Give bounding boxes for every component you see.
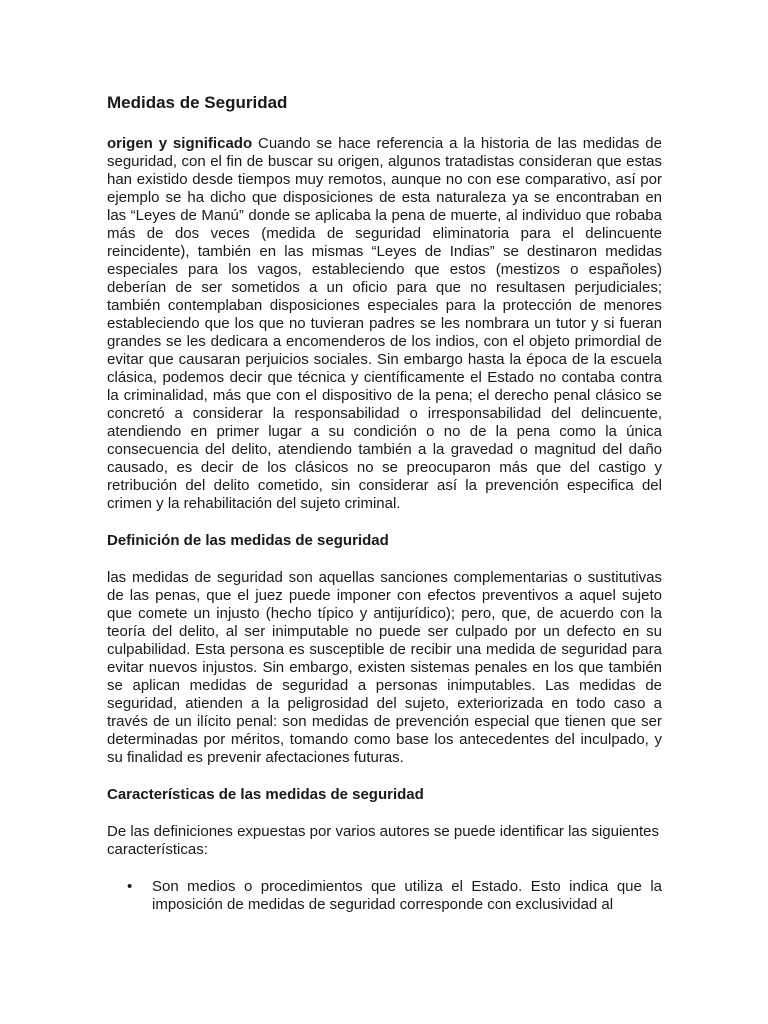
list-item-text: Son medios o procedimientos que utiliza el Estado. Esto indica que la imposición de medidas de seguridad corresponde con exclusividad al — [152, 878, 662, 913]
bullet-icon: • — [127, 878, 133, 895]
characteristics-heading: Características de las medidas de seguridad — [107, 786, 424, 803]
list-item — [107, 878, 662, 914]
characteristics-paragraph: De las definiciones expuestas por varios autores se puede identificar las siguientes características: — [107, 823, 659, 858]
document-title: Medidas de Seguridad — [107, 93, 288, 112]
definition-paragraph: las medidas de seguridad son aquellas sanciones complementarias o sustitutivas de las penas, que el juez puede imponer con efectos preventivos a aquel sujeto que comete un injusto (hecho típico y antijurídico); pero, que, de acuerdo con la teoría del delito, al ser inimputable no puede ser culpado por un defecto en su culpabilidad. Esta persona es susceptible de recibir una medida de seguridad para evitar nuevos injustos. Sin embargo, existen sistemas penales en los que también se aplican medidas de seguridad a personas inimputables. Las medidas de seguridad, atienden a la peligrosidad del sujeto, exteriorizada en todo caso a través de un ilícito penal: son medidas de prevención especial que tienen que ser determinadas por méritos, tomando como base los antecedentes del inculpado, y su finalidad es prevenir afectaciones futuras. — [107, 569, 662, 766]
characteristics-list — [107, 878, 662, 914]
document-page — [107, 93, 662, 914]
intro-lead: origen y significado — [107, 135, 253, 152]
intro-text: Cuando se hace referencia a la historia de las medidas de seguridad, con el fin de buscar su origen, algunos tratadistas consideran que estas han existido desde tiempos muy remotos, aunque no con ese comparativo, así por ejemplo se ha dicho que disposiciones de esta naturaleza ya se encontraban en las “Leyes de Manú” donde se aplicaba la pena de muerte, al individuo que robaba más de dos veces (medida de seguridad eliminatoria para el delincuente reincidente), también en las mismas “Leyes de Indias” se destinaron medidas especiales para los vagos, estableciendo que estos (mestizos o españoles) deberían de ser sometidos a un oficio para que no resultasen perjudiciales; también contemplaban disposiciones especiales para la protección de menores estableciendo que los que no tuvieran padres se les nombrara un tutor y si fueran grandes se les dedicara a encomenderos de los indios, con el objeto primordial de evitar que causaran perjuicios sociales. Sin embargo hasta la época de la escuela clásica, podemos decir que técnica y científicamente el Estado no contaba contra la criminalidad, más que con el dispositivo de la pena; el derecho penal clásico se concretó a considerar la responsabilidad o irresponsabilidad del delincuente, atendiendo en primer lugar a su condición o no de la pena como la única consecuencia del delito, atendiendo también a la gravedad o magnitud del daño causado, es decir de los clásicos no se preocuparon más que del castigo y retribución del delito cometido, sin considerar así la prevención especifica del crimen y la rehabilitación del sujeto criminal. — [107, 135, 662, 512]
definition-heading: Definición de las medidas de seguridad — [107, 532, 389, 549]
intro-paragraph — [107, 135, 662, 513]
